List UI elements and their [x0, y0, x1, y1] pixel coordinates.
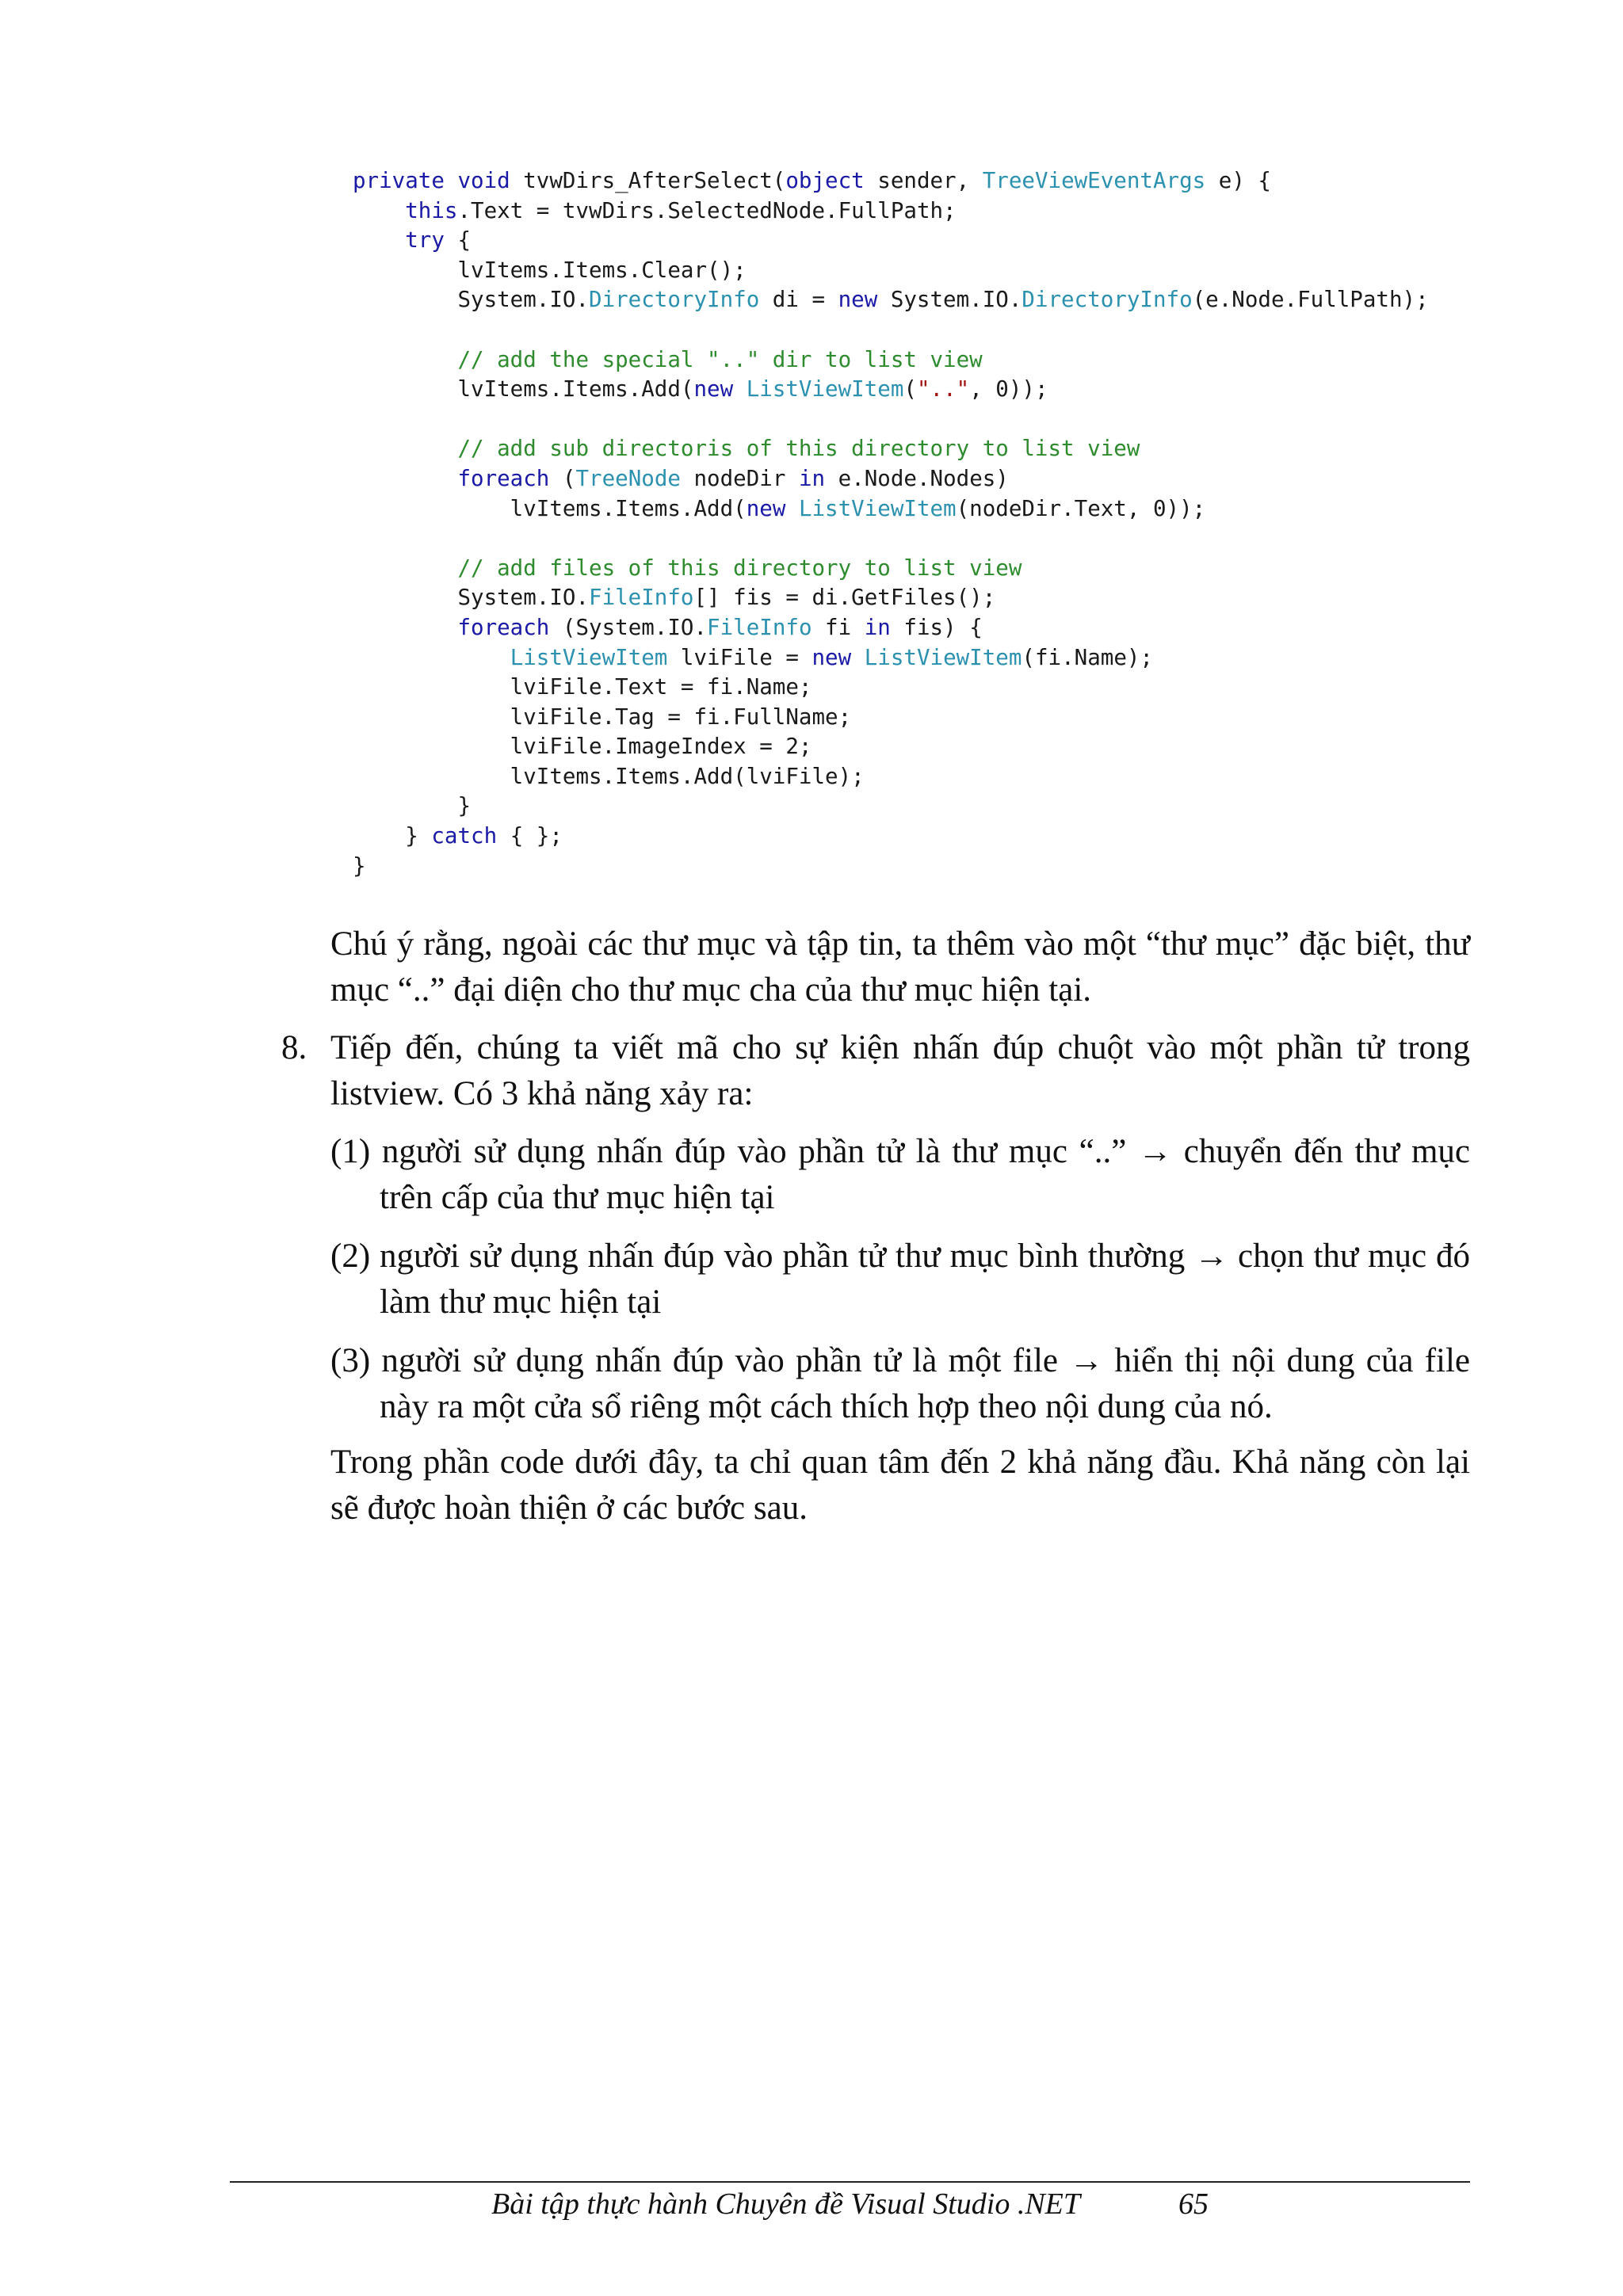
- code-token: new: [693, 376, 734, 402]
- code-token: ListViewItem: [746, 376, 904, 402]
- code-line: [353, 494, 1510, 524]
- code-token: lvItems.Items.Add(lviFile);: [353, 763, 865, 789]
- code-token: ListViewItem: [864, 644, 1022, 670]
- code-token: [353, 227, 405, 253]
- code-token: // add files of this directory to list view: [457, 555, 1022, 581]
- code-token: "..": [916, 376, 970, 402]
- code-token: {: [444, 227, 472, 254]
- code-token: TreeViewEventArgs: [982, 168, 1206, 193]
- code-token: new: [812, 644, 852, 670]
- code-token: }: [353, 793, 472, 819]
- code-token: new: [838, 287, 878, 313]
- code-token: (: [903, 376, 917, 402]
- code-line: [353, 464, 1510, 494]
- code-line: [353, 643, 1510, 673]
- code-token: tvwDirs_AfterSelect(: [523, 168, 786, 193]
- code-token: [353, 615, 457, 640]
- case-item-1: (1) người sử dụng nhấn đúp vào phần tử là thư mục “..” → chuyển đến thư mục trên cấp của thư mục hiện tại: [330, 1133, 1470, 1216]
- code-token: sender,: [864, 168, 983, 193]
- code-line: [353, 256, 1510, 286]
- code-token: fi: [812, 614, 865, 640]
- code-token: e.Node.Nodes): [825, 465, 1009, 491]
- code-token: private void: [353, 168, 524, 193]
- code-token: [353, 555, 457, 581]
- code-line: [353, 613, 1510, 643]
- code-token: // add sub directoris of this directory to list view: [457, 436, 1140, 462]
- code-token: { };: [497, 823, 563, 849]
- code-token: }: [353, 852, 366, 879]
- note-paragraph: Chú ý rằng, ngoài các thư mục và tập tin, ta thêm vào một “thư mục” đặc biệt, thư mục “..” đại diện cho thư mục cha của thư mục hiện tại.: [330, 925, 1470, 1009]
- code-line: [353, 375, 1510, 405]
- code-line: [353, 554, 1510, 584]
- code-token: }: [353, 823, 432, 849]
- code-token: (: [549, 465, 576, 491]
- code-token: (System.IO.: [549, 614, 708, 640]
- code-line: [353, 434, 1510, 464]
- code-line: [353, 852, 1510, 882]
- code-line: [353, 822, 1510, 852]
- code-line: [353, 226, 1510, 256]
- code-token: [] fis = di.GetFiles();: [693, 585, 996, 611]
- code-token: e) {: [1205, 168, 1271, 193]
- code-token: .Text = tvwDirs.SelectedNode.FullPath;: [457, 197, 957, 223]
- code-token: , 0));: [969, 376, 1048, 402]
- step-text: Tiếp đến, chúng ta viết mã cho sự kiện nhấn đúp chuột vào một phần tử trong listview. Có 3 khả năng xảy ra:: [330, 1029, 1470, 1112]
- code-line: [353, 673, 1510, 703]
- case-item-2: (2) người sử dụng nhấn đúp vào phần tử thư mục bình thường → chọn thư mục đó làm thư mục hiện tại: [330, 1238, 1470, 1321]
- code-token: FileInfo: [707, 614, 812, 640]
- code-line: [353, 762, 1510, 792]
- code-listing: [353, 166, 1510, 881]
- code-token: (e.Node.FullPath);: [1192, 287, 1429, 313]
- code-token: [353, 436, 457, 461]
- code-line: [353, 524, 1510, 554]
- code-token: System.IO.: [877, 287, 1022, 313]
- code-token: ListViewItem: [798, 495, 957, 521]
- code-line: [353, 196, 1510, 227]
- code-token: in: [798, 465, 826, 491]
- code-token: nodeDir: [680, 465, 799, 491]
- code-token: lvItems.Items.Add(: [353, 376, 694, 402]
- code-token: [353, 347, 457, 372]
- code-token: fis) {: [890, 614, 983, 640]
- code-token: [851, 645, 865, 670]
- code-token: (fi.Name);: [1022, 644, 1153, 670]
- code-token: lviFile.Tag = fi.FullName;: [353, 704, 852, 730]
- code-token: try: [405, 227, 445, 254]
- step-number: 8.: [281, 1029, 307, 1066]
- code-line: [353, 583, 1510, 613]
- code-token: [785, 496, 799, 521]
- page-number: 65: [1178, 2187, 1209, 2221]
- code-token: new: [746, 495, 786, 521]
- code-token: ListViewItem: [510, 644, 668, 670]
- code-token: DirectoryInfo: [589, 287, 760, 313]
- code-token: (nodeDir.Text, 0));: [956, 495, 1206, 521]
- code-token: di =: [759, 287, 838, 313]
- footer-divider: [230, 2181, 1470, 2183]
- code-token: this: [405, 197, 458, 223]
- code-token: System.IO.: [353, 585, 590, 611]
- code-token: DirectoryInfo: [1022, 287, 1193, 313]
- code-line: [353, 285, 1510, 315]
- code-token: lviFile =: [667, 644, 812, 670]
- code-token: // add the special ".." dir to list view: [457, 346, 983, 372]
- footer-title: Bài tập thực hành Chuyên đề Visual Studio .NET: [491, 2187, 1081, 2221]
- code-token: [733, 376, 747, 402]
- code-token: System.IO.: [353, 287, 590, 313]
- code-token: in: [864, 614, 891, 640]
- code-token: lvItems.Items.Add(: [353, 495, 747, 521]
- code-token: [353, 466, 457, 491]
- code-line: [353, 732, 1510, 762]
- code-token: foreach: [457, 614, 550, 640]
- code-line: [353, 345, 1510, 376]
- code-token: object: [785, 168, 865, 193]
- code-token: foreach: [457, 465, 550, 491]
- code-token: catch: [431, 823, 498, 849]
- closing-paragraph: Trong phần code dưới đây, ta chỉ quan tâm đến 2 khả năng đầu. Khả năng còn lại sẽ được hoàn thiện ở các bước sau.: [330, 1444, 1470, 1527]
- code-token: lviFile.ImageIndex = 2;: [353, 734, 812, 760]
- code-line: [353, 405, 1510, 435]
- code-token: FileInfo: [589, 585, 694, 611]
- code-line: [353, 166, 1510, 196]
- code-token: [353, 198, 405, 223]
- code-token: TreeNode: [575, 465, 681, 491]
- code-line: [353, 315, 1510, 345]
- code-token: lvItems.Items.Clear();: [353, 257, 747, 283]
- code-token: lviFile.Text = fi.Name;: [353, 674, 812, 700]
- code-token: [353, 645, 510, 670]
- case-item-3: (3) người sử dụng nhấn đúp vào phần tử là một file → hiển thị nội dung của file này ra một cửa sổ riêng một cách thích hợp theo nội dung của nó.: [330, 1342, 1470, 1425]
- code-line: [353, 703, 1510, 733]
- code-line: [353, 791, 1510, 822]
